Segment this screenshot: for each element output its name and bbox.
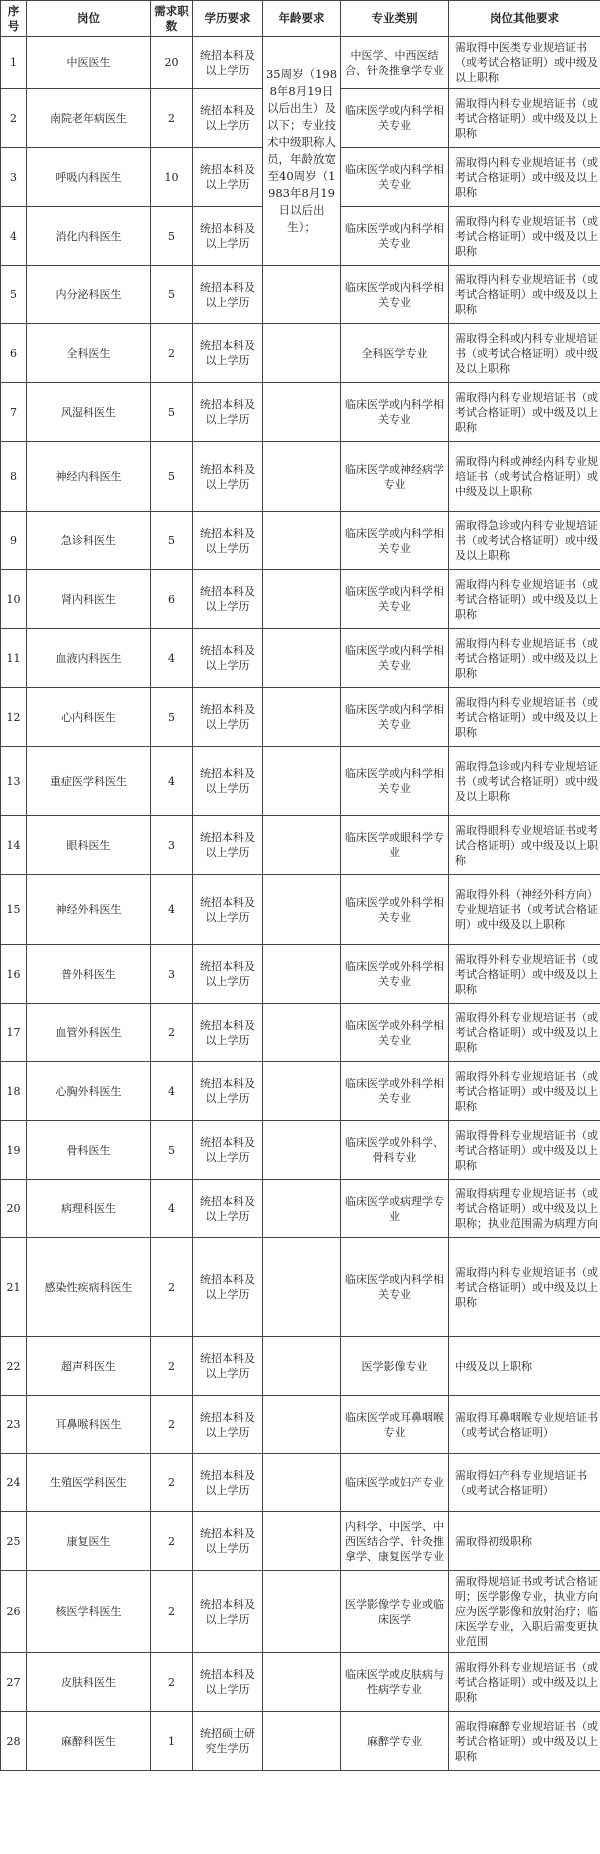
row-number: 14	[1, 816, 27, 875]
other-requirement: 需取得外科专业规培证书（或考试合格证明）或中级及以上职称	[449, 1062, 600, 1121]
post-name: 普外科医生	[27, 945, 151, 1004]
row-number: 6	[1, 324, 27, 383]
post-name: 康复医生	[27, 1512, 151, 1571]
other-requirement: 需取得内科专业规培证书（或考试合格证明）或中级及以上职称	[449, 383, 600, 442]
headcount: 5	[151, 688, 193, 747]
headcount: 2	[151, 1004, 193, 1062]
major-category: 临床医学或内科学相关专业	[341, 747, 449, 816]
age-requirement	[263, 570, 341, 629]
post-name: 肾内科医生	[27, 570, 151, 629]
education-requirement: 统招本科及以上学历	[193, 89, 263, 148]
major-category: 临床医学或外科学相关专业	[341, 1062, 449, 1121]
header-age: 年龄要求	[263, 1, 341, 37]
other-requirement: 需取得麻醉专业规培证书（或考试合格证明）或中级及以上职称	[449, 1712, 600, 1771]
education-requirement: 统招本科及以上学历	[193, 1062, 263, 1121]
post-name: 心内科医生	[27, 688, 151, 747]
age-requirement	[263, 688, 341, 747]
post-name: 心胸外科医生	[27, 1062, 151, 1121]
age-requirement	[263, 442, 341, 512]
post-name: 全科医生	[27, 324, 151, 383]
age-requirement	[263, 1454, 341, 1512]
header-other: 岗位其他要求	[449, 1, 600, 37]
row-number: 5	[1, 266, 27, 324]
table-row	[1, 1571, 600, 1653]
headcount: 20	[151, 37, 193, 89]
headcount: 5	[151, 207, 193, 266]
row-number: 12	[1, 688, 27, 747]
headcount: 2	[151, 1337, 193, 1396]
education-requirement: 统招本科及以上学历	[193, 1653, 263, 1712]
row-number: 25	[1, 1512, 27, 1571]
major-category: 临床医学或内科学相关专业	[341, 266, 449, 324]
other-requirement: 需取得初级职称	[449, 1512, 600, 1571]
post-name: 中医医生	[27, 37, 151, 89]
headcount: 5	[151, 442, 193, 512]
table-row	[1, 1337, 600, 1396]
education-requirement: 统招本科及以上学历	[193, 747, 263, 816]
other-requirement: 需取得耳鼻咽喉专业规培证书（或考试合格证明）	[449, 1396, 600, 1454]
major-category: 临床医学或病理学专业	[341, 1180, 449, 1238]
headcount: 4	[151, 1180, 193, 1238]
table-row	[1, 1062, 600, 1121]
age-requirement	[263, 1653, 341, 1712]
education-requirement: 统招本科及以上学历	[193, 266, 263, 324]
table-row	[1, 1121, 600, 1180]
education-requirement: 统招本科及以上学历	[193, 1004, 263, 1062]
headcount: 10	[151, 148, 193, 207]
headcount: 2	[151, 89, 193, 148]
major-category: 临床医学或内科学相关专业	[341, 570, 449, 629]
other-requirement: 需取得骨科专业规培证书（或考试合格证明）或中级及以上职称	[449, 1121, 600, 1180]
education-requirement: 统招本科及以上学历	[193, 512, 263, 570]
post-name: 急诊科医生	[27, 512, 151, 570]
education-requirement: 统招硕士研究生学历	[193, 1712, 263, 1771]
post-name: 耳鼻喉科医生	[27, 1396, 151, 1454]
other-requirement: 需取得内科专业规培证书（或考试合格证明）或中级及以上职称	[449, 89, 600, 148]
header-major: 专业类别	[341, 1, 449, 37]
other-requirement: 需取得内科专业规培证书（或考试合格证明）或中级及以上职称	[449, 1238, 600, 1337]
headcount: 2	[151, 324, 193, 383]
education-requirement: 统招本科及以上学历	[193, 37, 263, 89]
education-requirement: 统招本科及以上学历	[193, 383, 263, 442]
major-category: 临床医学或内科学相关专业	[341, 383, 449, 442]
table-row	[1, 747, 600, 816]
headcount: 5	[151, 512, 193, 570]
table-row	[1, 1238, 600, 1337]
headcount: 6	[151, 570, 193, 629]
major-category: 临床医学或内科学相关专业	[341, 1238, 449, 1337]
major-category: 全科医学专业	[341, 324, 449, 383]
table-row	[1, 1712, 600, 1771]
education-requirement: 统招本科及以上学历	[193, 1512, 263, 1571]
major-category: 医学影像专业	[341, 1337, 449, 1396]
post-name: 血管外科医生	[27, 1004, 151, 1062]
age-requirement	[263, 1396, 341, 1454]
post-name: 骨科医生	[27, 1121, 151, 1180]
header-edu: 学历要求	[193, 1, 263, 37]
row-number: 17	[1, 1004, 27, 1062]
headcount: 4	[151, 629, 193, 688]
other-requirement: 需取得妇产科专业规培证书（或考试合格证明）	[449, 1454, 600, 1512]
major-category: 临床医学或内科学相关专业	[341, 89, 449, 148]
other-requirement: 需取得内科专业规培证书（或考试合格证明）或中级及以上职称	[449, 266, 600, 324]
education-requirement: 统招本科及以上学历	[193, 875, 263, 945]
table-row	[1, 629, 600, 688]
other-requirement: 需取得外科专业规培证书（或考试合格证明）或中级及以上职称	[449, 945, 600, 1004]
table-row	[1, 266, 600, 324]
major-category: 临床医学或外科学相关专业	[341, 875, 449, 945]
age-requirement	[263, 1004, 341, 1062]
table-row	[1, 324, 600, 383]
headcount: 4	[151, 875, 193, 945]
table-row	[1, 688, 600, 747]
other-requirement: 需取得内科专业规培证书（或考试合格证明）或中级及以上职称	[449, 570, 600, 629]
post-name: 眼科医生	[27, 816, 151, 875]
headcount: 4	[151, 747, 193, 816]
post-name: 麻醉科医生	[27, 1712, 151, 1771]
age-requirement	[263, 1121, 341, 1180]
row-number: 19	[1, 1121, 27, 1180]
education-requirement: 统招本科及以上学历	[193, 629, 263, 688]
post-name: 感染性疾病科医生	[27, 1238, 151, 1337]
headcount: 2	[151, 1512, 193, 1571]
row-number: 2	[1, 89, 27, 148]
post-name: 风湿科医生	[27, 383, 151, 442]
header-row	[1, 1, 600, 37]
age-requirement	[263, 747, 341, 816]
education-requirement: 统招本科及以上学历	[193, 324, 263, 383]
age-requirement	[263, 1571, 341, 1653]
row-number: 1	[1, 37, 27, 89]
row-number: 21	[1, 1238, 27, 1337]
age-requirement: 35周岁（1988年8月19日以后出生）及以下；专业技术中级职称人员，年龄放宽至40周岁（1983年8月19日以后出生）；	[263, 37, 341, 266]
major-category: 临床医学或内科学相关专业	[341, 688, 449, 747]
table-row	[1, 1396, 600, 1454]
post-name: 神经内科医生	[27, 442, 151, 512]
age-requirement	[263, 512, 341, 570]
other-requirement: 需取得内科专业规培证书（或考试合格证明）或中级及以上职称	[449, 207, 600, 266]
other-requirement: 中级及以上职称	[449, 1337, 600, 1396]
age-requirement	[263, 1062, 341, 1121]
headcount: 2	[151, 1454, 193, 1512]
header-num: 需求职数	[151, 1, 193, 37]
major-category: 临床医学或耳鼻咽喉专业	[341, 1396, 449, 1454]
major-category: 临床医学或外科学相关专业	[341, 945, 449, 1004]
table-row	[1, 875, 600, 945]
post-name: 重症医学科医生	[27, 747, 151, 816]
other-requirement: 需取得外科（神经外科方向）专业规培证书（或考试合格证明）或中级及以上职称	[449, 875, 600, 945]
table-row	[1, 816, 600, 875]
education-requirement: 统招本科及以上学历	[193, 1180, 263, 1238]
major-category: 临床医学或内科学相关专业	[341, 207, 449, 266]
table-row	[1, 37, 600, 89]
age-requirement	[263, 383, 341, 442]
table-row	[1, 512, 600, 570]
post-name: 内分泌科医生	[27, 266, 151, 324]
post-name: 血液内科医生	[27, 629, 151, 688]
age-requirement	[263, 875, 341, 945]
headcount: 2	[151, 1571, 193, 1653]
row-number: 4	[1, 207, 27, 266]
header-no: 序号	[1, 1, 27, 37]
major-category: 临床医学或妇产专业	[341, 1454, 449, 1512]
age-requirement	[263, 1180, 341, 1238]
post-name: 病理科医生	[27, 1180, 151, 1238]
other-requirement: 需取得全科或内科专业规培证书（或考试合格证明）或中级及以上职称	[449, 324, 600, 383]
row-number: 27	[1, 1653, 27, 1712]
row-number: 13	[1, 747, 27, 816]
education-requirement: 统招本科及以上学历	[193, 1121, 263, 1180]
age-requirement	[263, 945, 341, 1004]
age-requirement	[263, 629, 341, 688]
age-requirement	[263, 1238, 341, 1337]
major-category: 临床医学或内科学相关专业	[341, 629, 449, 688]
table-row	[1, 442, 600, 512]
table-row	[1, 1653, 600, 1712]
education-requirement: 统招本科及以上学历	[193, 1238, 263, 1337]
major-category: 临床医学或外科学相关专业	[341, 1004, 449, 1062]
row-number: 16	[1, 945, 27, 1004]
post-name: 消化内科医生	[27, 207, 151, 266]
other-requirement: 需取得眼科专业规培证书或考试合格证明）或中级及以上职称	[449, 816, 600, 875]
table-row	[1, 945, 600, 1004]
age-requirement	[263, 324, 341, 383]
education-requirement: 统招本科及以上学历	[193, 207, 263, 266]
row-number: 7	[1, 383, 27, 442]
headcount: 2	[151, 1238, 193, 1337]
headcount: 2	[151, 1653, 193, 1712]
other-requirement: 需取得中医类专业规培证书（或考试合格证明）或中级及以上职称	[449, 37, 600, 89]
post-name: 神经外科医生	[27, 875, 151, 945]
major-category: 内科学、中医学、中西医结合学、针灸推拿学、康复医学专业	[341, 1512, 449, 1571]
other-requirement: 需取得内科专业规培证书（或考试合格证明）或中级及以上职称	[449, 148, 600, 207]
table-row	[1, 1512, 600, 1571]
education-requirement: 统招本科及以上学历	[193, 570, 263, 629]
education-requirement: 统招本科及以上学历	[193, 945, 263, 1004]
table-row	[1, 570, 600, 629]
table-row	[1, 1454, 600, 1512]
education-requirement: 统招本科及以上学历	[193, 1396, 263, 1454]
row-number: 24	[1, 1454, 27, 1512]
row-number: 20	[1, 1180, 27, 1238]
table-body	[1, 37, 600, 1771]
major-category: 中医学、中西医结合、针灸推拿学专业	[341, 37, 449, 89]
major-category: 临床医学或眼科学专业	[341, 816, 449, 875]
row-number: 11	[1, 629, 27, 688]
post-name: 呼吸内科医生	[27, 148, 151, 207]
post-name: 南院老年病医生	[27, 89, 151, 148]
other-requirement: 需取得内科专业规培证书（或考试合格证明）或中级及以上职称	[449, 629, 600, 688]
row-number: 22	[1, 1337, 27, 1396]
education-requirement: 统招本科及以上学历	[193, 688, 263, 747]
headcount: 5	[151, 1121, 193, 1180]
age-requirement	[263, 816, 341, 875]
headcount: 5	[151, 266, 193, 324]
headcount: 3	[151, 816, 193, 875]
post-name: 核医学科医生	[27, 1571, 151, 1653]
headcount: 2	[151, 1396, 193, 1454]
row-number: 8	[1, 442, 27, 512]
row-number: 15	[1, 875, 27, 945]
age-requirement	[263, 266, 341, 324]
post-name: 皮肤科医生	[27, 1653, 151, 1712]
major-category: 麻醉学专业	[341, 1712, 449, 1771]
age-requirement	[263, 1512, 341, 1571]
other-requirement: 需取得外科专业规培证书（或考试合格证明）或中级及以上职称	[449, 1653, 600, 1712]
education-requirement: 统招本科及以上学历	[193, 816, 263, 875]
education-requirement: 统招本科及以上学历	[193, 148, 263, 207]
table-row	[1, 383, 600, 442]
table-row	[1, 1180, 600, 1238]
headcount: 5	[151, 383, 193, 442]
row-number: 3	[1, 148, 27, 207]
major-category: 医学影像学专业或临床医学	[341, 1571, 449, 1653]
row-number: 23	[1, 1396, 27, 1454]
row-number: 18	[1, 1062, 27, 1121]
major-category: 临床医学或外科学、骨科专业	[341, 1121, 449, 1180]
headcount: 3	[151, 945, 193, 1004]
major-category: 临床医学或神经病学专业	[341, 442, 449, 512]
table-row	[1, 1004, 600, 1062]
other-requirement: 需取得病理专业规培证书（或考试合格证明）或中级及以上职称；执业范围需为病理方向	[449, 1180, 600, 1238]
age-requirement	[263, 1712, 341, 1771]
education-requirement: 统招本科及以上学历	[193, 1337, 263, 1396]
row-number: 28	[1, 1712, 27, 1771]
other-requirement: 需取得急诊或内科专业规培证书（或考试合格证明）或中级及以上职称	[449, 512, 600, 570]
row-number: 10	[1, 570, 27, 629]
row-number: 9	[1, 512, 27, 570]
education-requirement: 统招本科及以上学历	[193, 1571, 263, 1653]
other-requirement: 需取得外科专业规培证书（或考试合格证明）或中级及以上职称	[449, 1004, 600, 1062]
other-requirement: 需取得规培证书或考试合格证明；医学影像专业，执业方向应为医学影像和放射治疗；临床医学专业，入职后需变更执业范围	[449, 1571, 600, 1653]
headcount: 1	[151, 1712, 193, 1771]
other-requirement: 需取得内科专业规培证书（或考试合格证明）或中级及以上职称	[449, 688, 600, 747]
header-post: 岗位	[27, 1, 151, 37]
major-category: 临床医学或皮肤病与性病学专业	[341, 1653, 449, 1712]
row-number: 26	[1, 1571, 27, 1653]
post-name: 超声科医生	[27, 1337, 151, 1396]
other-requirement: 需取得内科或神经内科专业规培证书（或考试合格证明）或中级及以上职称	[449, 442, 600, 512]
post-name: 生殖医学科医生	[27, 1454, 151, 1512]
headcount: 4	[151, 1062, 193, 1121]
major-category: 临床医学或内科学相关专业	[341, 148, 449, 207]
other-requirement: 需取得急诊或内科专业规培证书（或考试合格证明）或中级及以上职称	[449, 747, 600, 816]
education-requirement: 统招本科及以上学历	[193, 1454, 263, 1512]
major-category: 临床医学或内科学相关专业	[341, 512, 449, 570]
age-requirement	[263, 1337, 341, 1396]
education-requirement: 统招本科及以上学历	[193, 442, 263, 512]
